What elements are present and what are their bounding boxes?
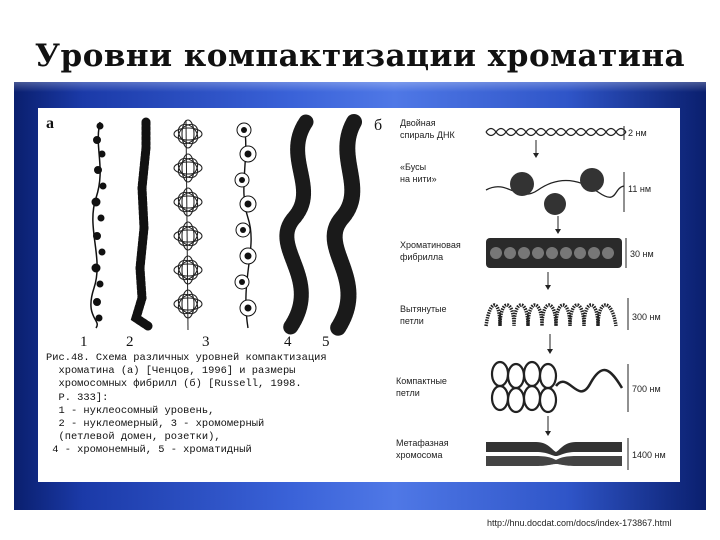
strand-number-3: 3 xyxy=(202,334,210,350)
level-5-label-line1: Компактные xyxy=(396,376,447,386)
level-3-size: 30 нм xyxy=(630,249,654,259)
level-4-label-line2: петли xyxy=(400,316,424,326)
level-1-label-line1: Двойная xyxy=(400,118,436,128)
strand-numbers xyxy=(80,334,330,350)
strand-number-5: 5 xyxy=(322,334,330,350)
strand-number-1: 1 xyxy=(80,334,88,350)
level-2-label-line1: «Бусы xyxy=(400,162,427,172)
level-5-size: 700 нм xyxy=(632,384,661,394)
level-metaphase-chromosome xyxy=(396,438,666,470)
strand-2-nucleomere xyxy=(136,122,148,326)
level-1-label-line2: спираль ДНК xyxy=(400,130,455,140)
panel-a-label: а xyxy=(46,115,54,132)
strand-1-nucleosome xyxy=(91,122,106,328)
caption-line: P. 333]: xyxy=(46,391,109,404)
source-url: http://hnu.docdat.com/docs/index-173867.html xyxy=(487,518,672,528)
slide-title: Уровни компактизации хроматина xyxy=(34,38,686,74)
strand-5-chromatid xyxy=(287,122,354,328)
caption-line: хроматина (а) [Ченцов, 1996] и размеры xyxy=(46,365,296,378)
level-2-label-line2: на нити» xyxy=(400,174,437,184)
level-3-label-line1: Хроматиновая xyxy=(400,240,461,250)
level-extended-loops xyxy=(400,298,661,354)
level-6-label-line1: Метафазная xyxy=(396,438,449,448)
level-beads-on-string xyxy=(400,162,651,234)
strand-4-chromonema xyxy=(235,123,256,328)
level-6-size: 1400 нм xyxy=(632,450,666,460)
caption-line: (петлевой домен, розетки), xyxy=(46,431,221,444)
strand-number-4: 4 xyxy=(284,334,292,350)
level-3-label-line2: фибрилла xyxy=(400,252,444,262)
caption-line: 1 - нуклеосомный уровень, xyxy=(46,404,215,417)
caption-line: Рис.48. Схема различных уровней компактизация xyxy=(46,352,327,364)
level-5-label-line2: петли xyxy=(396,388,420,398)
level-dna-helix xyxy=(400,118,647,158)
caption-line: 4 - хромонемный, 5 - хроматидный xyxy=(46,444,252,457)
caption-line: хромосомных фибрилл (б) [Russell, 1998. xyxy=(46,378,302,391)
figure-caption xyxy=(46,352,376,458)
level-6-label-line2: хромосома xyxy=(396,450,443,460)
level-1-size: 2 нм xyxy=(628,128,647,138)
level-chromatin-fiber xyxy=(400,238,654,290)
level-2-size: 11 нм xyxy=(628,184,652,194)
panel-b-label: б xyxy=(374,117,383,134)
strand-3-rosettes xyxy=(174,120,202,330)
chromatin-figure xyxy=(38,108,680,482)
level-compact-loops xyxy=(396,362,661,436)
panel-highlight xyxy=(14,82,706,92)
level-4-label-line1: Вытянутые xyxy=(400,304,447,314)
level-4-size: 300 нм xyxy=(632,312,661,322)
strand-number-2: 2 xyxy=(126,334,134,350)
caption-line: 2 - нуклеомерный, 3 - хромомерный xyxy=(46,418,265,431)
